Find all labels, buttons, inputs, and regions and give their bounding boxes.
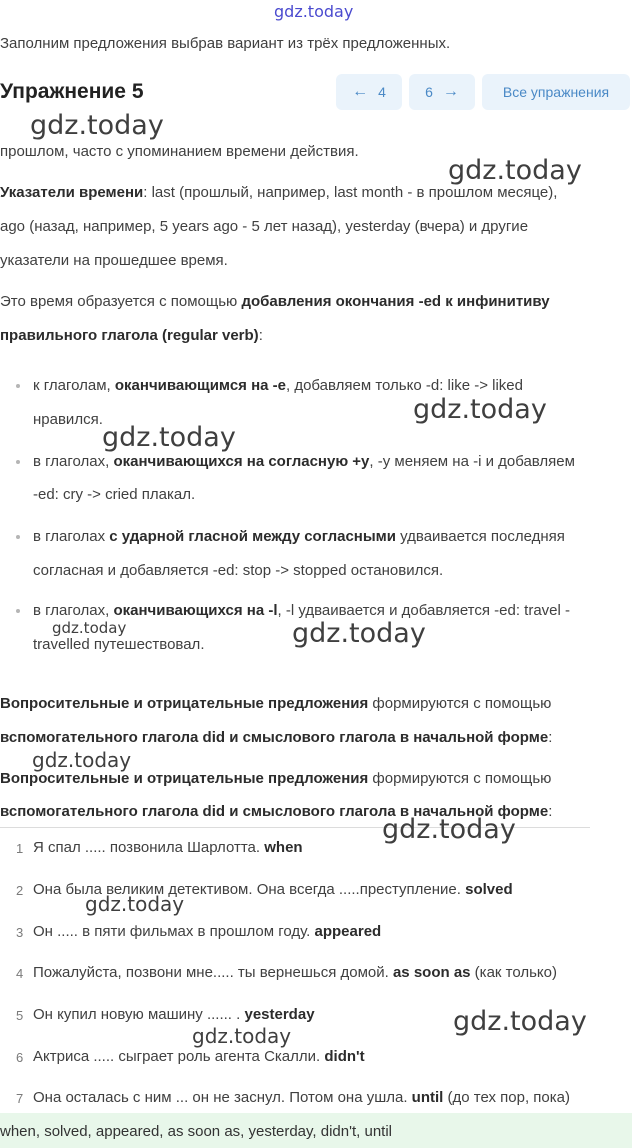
item-number: 7 (16, 1091, 24, 1106)
next-exercise-label: 6 (425, 84, 433, 100)
prev-exercise-label: 4 (378, 84, 386, 100)
bullet-dot (16, 535, 20, 539)
questions-text: формируются с помощью (368, 695, 552, 712)
all-exercises-button[interactable] (482, 74, 630, 110)
theory-line: указатели на прошедшее время. (0, 252, 228, 269)
item-number: 1 (16, 841, 24, 856)
exercise-item (33, 1006, 315, 1023)
arrow-right-icon: → (442, 83, 459, 100)
watermark: gdz.today (292, 618, 426, 649)
watermark: gdz.today (102, 422, 236, 453)
item-number: 2 (16, 883, 24, 898)
theory-bold: добавления окончания -ed к инфинитиву (241, 293, 550, 310)
watermark: gdz.today (413, 394, 547, 425)
theory-text: : last (прошлый, например, last month - в прошлом месяце), (143, 184, 558, 201)
item-text: Актриса ..... сыграет роль агента Скалли. (33, 1048, 325, 1065)
item-answer: yesterday (244, 1006, 315, 1023)
item-text: Он купил новую машину ...... . (33, 1006, 245, 1023)
item-text: Пожалуйста, позвони мне..... ты вернешься домой. (33, 964, 393, 981)
rule-text: , добавляем только -d: like -> liked (286, 377, 523, 394)
rule-item (33, 602, 570, 619)
theory-bold: правильного глагола (regular verb) (0, 327, 259, 344)
watermark: gdz.today (382, 814, 516, 845)
watermark: gdz.today (85, 892, 185, 916)
watermark-top: gdz.today (274, 2, 354, 21)
rule-text: удваивается последняя (395, 528, 565, 545)
arrow-left-icon: ← (352, 83, 369, 100)
watermark: gdz.today (192, 1024, 292, 1048)
rule-text: в глаголах, (33, 602, 114, 619)
rule-item (33, 528, 565, 545)
questions-text: формируются с помощью (368, 770, 552, 787)
rule-item (33, 453, 575, 470)
theory-line: прошлом, часто с упоминанием времени действия. (0, 143, 359, 160)
questions-bold: вспомогательного глагола did и смыслового глагола в начальной форме (0, 729, 549, 746)
next-exercise-button[interactable] (409, 74, 475, 110)
questions-line (0, 770, 551, 787)
questions-bold: Вопросительные и отрицательные предложения (0, 770, 369, 787)
questions-line (0, 695, 551, 712)
theory-text: Это время образуется с помощью (0, 293, 242, 310)
item-number: 4 (16, 966, 24, 981)
rule-bold: оканчивающимся на -e (114, 377, 286, 394)
rule-bold: оканчивающихся на согласную +y (113, 453, 370, 470)
theory-line (0, 184, 557, 201)
rule-text: к глаголам, (33, 377, 115, 394)
theory-bold: Указатели времени (0, 184, 144, 201)
bullet-dot (16, 460, 20, 464)
item-number: 5 (16, 1008, 24, 1023)
questions-bold: Вопросительные и отрицательные предложения (0, 695, 369, 712)
item-text: Она осталась с ним ... он не заснул. Потом она ушла. (33, 1089, 412, 1106)
questions-line (0, 729, 552, 746)
questions-bold: вспомогательного глагола did и смыслового глагола в начальной форме (0, 803, 549, 820)
prev-exercise-button[interactable] (336, 74, 402, 110)
watermark: gdz.today (52, 619, 127, 637)
watermark: gdz.today (453, 1006, 587, 1037)
watermark: gdz.today (32, 748, 132, 772)
bullet-dot (16, 609, 20, 613)
exercise-item (33, 839, 303, 856)
item-number: 3 (16, 925, 24, 940)
item-note: (до тех пор, пока) (443, 1089, 570, 1106)
rule-bold: оканчивающихся на -l (113, 602, 278, 619)
rule-text: , -y меняем на -i и добавляем (369, 453, 575, 470)
item-answer: until (411, 1089, 444, 1106)
bullet-dot (16, 384, 20, 388)
item-number: 6 (16, 1050, 24, 1065)
item-answer: as soon as (392, 964, 471, 981)
item-answer: didn't (324, 1048, 365, 1065)
watermark: gdz.today (30, 110, 164, 141)
questions-text: : (548, 803, 553, 820)
all-exercises-label: Все упражнения (502, 84, 610, 100)
exercise-item (33, 964, 557, 981)
theory-text: : (258, 327, 263, 344)
questions-text: : (548, 729, 553, 746)
answer-line: when, solved, appeared, as soon as, yesterday, didn't, until (0, 1123, 392, 1140)
rule-continuation: travelled путешествовал. (33, 636, 205, 653)
rule-text: в глаголах, (33, 453, 114, 470)
item-text: Она была великим детективом. Она всегда .....преступление. (33, 881, 466, 898)
theory-line (0, 293, 550, 310)
rule-continuation: согласная и добавляется -ed: stop -> stopped остановился. (33, 562, 444, 579)
item-answer: appeared (314, 923, 382, 940)
rule-continuation: -ed: cry -> cried плакал. (33, 486, 196, 503)
exercise-item (33, 1089, 570, 1106)
theory-line: ago (назад, например, 5 years ago - 5 лет назад), yesterday (вчера) и другие (0, 218, 529, 235)
intro-text: Заполним предложения выбрав вариант из трёх предложенных. (0, 35, 451, 52)
item-text: Я спал ..... позвонила Шарлотта. (33, 839, 265, 856)
rule-item (33, 377, 523, 394)
theory-line (0, 327, 263, 344)
watermark: gdz.today (448, 155, 582, 186)
rule-text: , -l удваивается и добавляется -ed: travel - (277, 602, 571, 619)
exercise-title: Упражнение 5 (0, 80, 144, 103)
rule-text: в глаголах (33, 528, 110, 545)
exercise-item (33, 923, 381, 940)
item-answer: when (264, 839, 303, 856)
item-note: (как только) (470, 964, 557, 981)
rule-bold: с ударной гласной между согласными (109, 528, 396, 545)
item-answer: solved (465, 881, 513, 898)
item-text: Он ..... в пяти фильмах в прошлом году. (33, 923, 315, 940)
exercise-item (33, 1048, 365, 1065)
rule-continuation: нравился. (33, 411, 103, 428)
